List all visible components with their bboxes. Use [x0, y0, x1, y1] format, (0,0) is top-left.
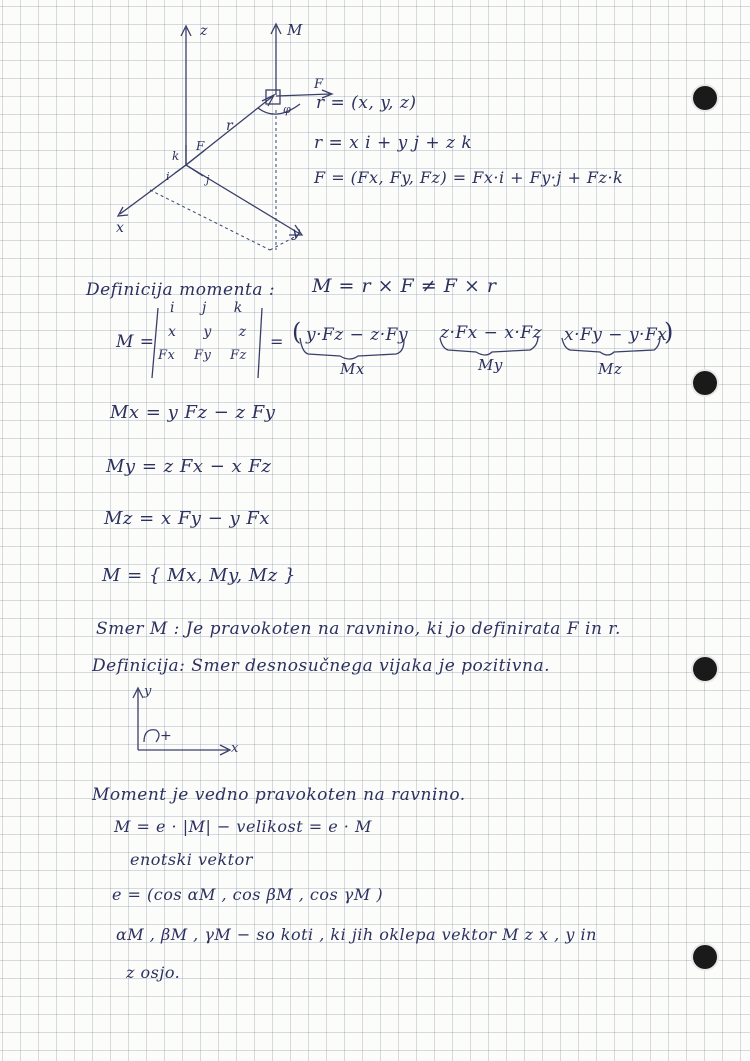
moment-definition-formula: M = r × F ≠ F × r: [312, 275, 497, 297]
My-equation: My = z Fx − x Fz: [106, 456, 272, 477]
j-vector: [186, 165, 203, 176]
i-label: i: [166, 170, 170, 183]
angle-label: φ: [283, 103, 291, 116]
brace-label-Mz: Mz: [598, 360, 623, 378]
small-plus-label: +: [160, 728, 172, 744]
brace-label-My: My: [478, 356, 503, 374]
axis-x-label: x: [116, 220, 124, 236]
projection-line: [150, 190, 270, 250]
det-Fx: Fx: [158, 348, 176, 363]
r-sum-text: r = x i + y j + z k: [314, 133, 473, 153]
det-k: k: [233, 300, 243, 316]
component-2: z·Fx − x·Fz: [440, 323, 543, 343]
F-label: F: [314, 77, 324, 92]
direction-line-1: Smer M : Je pravokoten na ravnino, ki jo definirata F in r.: [96, 619, 621, 639]
j-label: j: [206, 173, 210, 186]
F-components-text: F = (Fx, Fy, Fz) = Fx·i + Fy·j + Fz·k: [314, 168, 624, 187]
M-vector-equation: M = { Mx, My, Mz }: [102, 565, 296, 586]
determinant-bar-right: [258, 308, 262, 378]
axis-y-label: y: [292, 225, 300, 241]
small-x-label: x: [231, 741, 239, 756]
Mx-equation: Mx = y Fz − z Fy: [110, 402, 276, 423]
axis-M-label: M: [287, 21, 303, 39]
determinant-row: [168, 324, 247, 340]
Mz-equation: Mz = x Fy − y Fx: [104, 508, 271, 529]
open-paren: (: [292, 318, 302, 346]
det-y: y: [203, 324, 212, 340]
moment-line-5: αM , βM , γM − so koti , ki jih oklepa vektor M z x , y in: [116, 925, 597, 944]
direction-line-2: Definicija: Smer desnosučnega vijaka je pozitivna.: [92, 656, 551, 676]
det-Fz: Fz: [230, 348, 247, 363]
moment-line-3: enotski vektor: [130, 850, 253, 869]
axis-z-label: z: [200, 23, 208, 39]
r-label: r: [226, 118, 233, 134]
det-x: x: [168, 324, 177, 340]
det-z: z: [238, 324, 247, 340]
k-label: k: [172, 149, 180, 163]
i-vector: [175, 165, 186, 173]
det-i: i: [170, 300, 175, 316]
small-rotation-arrow: [144, 730, 159, 742]
brace-label-Mx: Mx: [340, 360, 365, 378]
moment-definition-label: Definicija momenta :: [86, 280, 276, 300]
moment-line-1: Moment je vedno pravokoten na ravnino.: [92, 785, 466, 805]
moment-line-2: M = e · |M| − velikost = e · M: [114, 817, 372, 836]
moment-line-6: z osjo.: [126, 963, 181, 982]
moment-line-4: e = (cos αM , cos βM , cos γM ): [112, 885, 384, 904]
F-small-label: F: [196, 139, 205, 153]
det-Fy: Fy: [194, 348, 212, 363]
determinant-row: [170, 300, 243, 316]
determinant-row: [158, 348, 247, 363]
component-3: x·Fy − y·Fx: [564, 325, 668, 345]
close-paren: ): [664, 318, 674, 346]
det-j: j: [201, 300, 207, 316]
component-1: y·Fz − z·Fy: [306, 325, 409, 345]
r-components-text: r = (x, y, z): [316, 93, 417, 113]
small-y-label: y: [144, 684, 152, 699]
angle-arc: [258, 104, 300, 114]
determinant-lhs: M =: [116, 332, 155, 352]
determinant-equals: =: [270, 332, 284, 351]
